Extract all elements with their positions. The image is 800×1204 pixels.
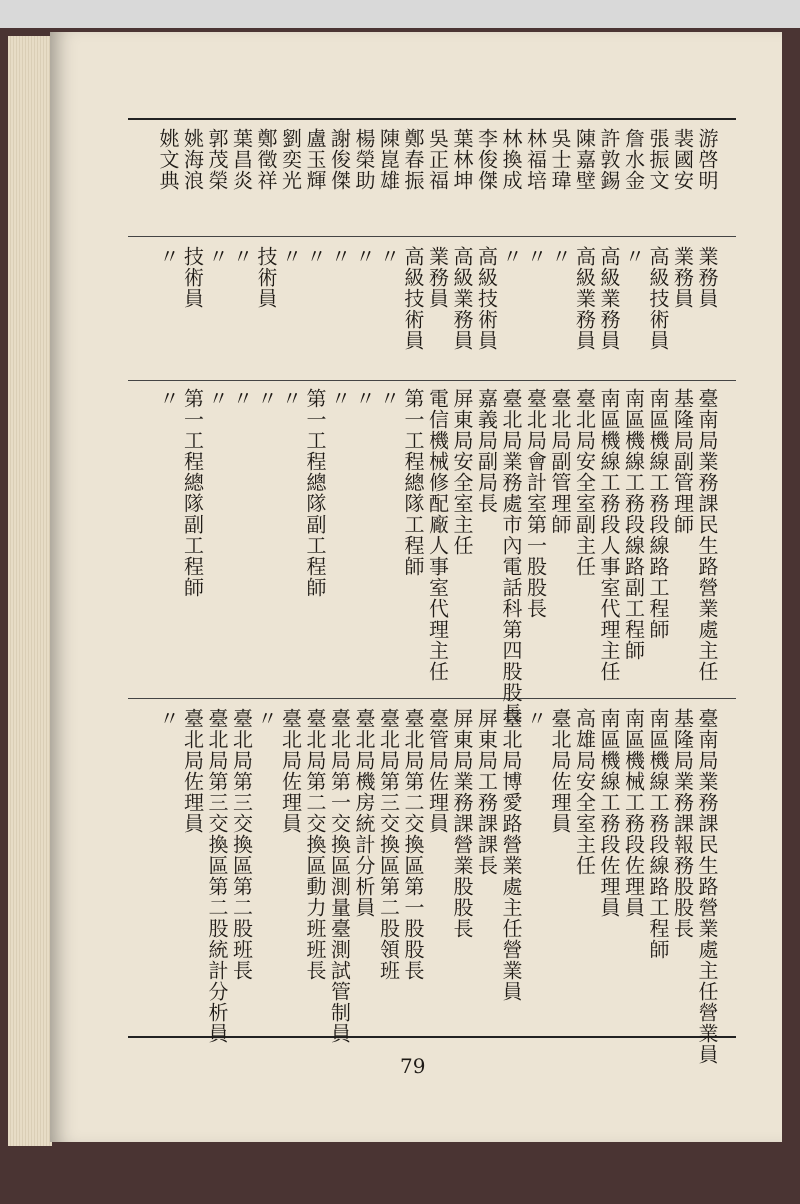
title-cell: 〃 — [303, 246, 327, 267]
prior-position-cell: 南區機線工務段線路工程師 — [646, 388, 670, 640]
title-cell: 業務員 — [670, 246, 695, 309]
name-cell: 林福培 — [523, 128, 548, 191]
new-position-cell: 臺管局佐理員 — [425, 708, 450, 834]
new-position-cell: 臺北局第二交換區動力班班長 — [303, 708, 327, 981]
prior-position-cell: 嘉義局副局長 — [474, 388, 499, 514]
title-cell: 高級業務員 — [450, 246, 474, 351]
title-cell: 技術員 — [180, 246, 205, 309]
prior-position-cell: 臺北局業務處市內電話科第四股股長 — [499, 388, 523, 724]
divider-prior-new — [128, 698, 736, 699]
prior-position-cell: 臺北局安全室副主任 — [572, 388, 597, 577]
name-cell: 劉奕光 — [278, 128, 303, 191]
name-cell: 詹水金 — [621, 128, 646, 191]
name-cell: 李俊傑 — [474, 128, 499, 191]
new-position-cell: 臺北局佐理員 — [180, 708, 205, 834]
prior-position-cell: 〃 — [156, 388, 180, 409]
prior-position-cell: 基隆局副管理師 — [670, 388, 695, 535]
prior-position-cell: 電信機械修配廠人事室代理主任 — [425, 388, 450, 682]
name-cell: 鄭徵祥 — [254, 128, 278, 191]
name-cell: 林換成 — [499, 128, 523, 191]
prior-position-cell: 第一工程總隊工程師 — [401, 388, 425, 577]
table-top-rule — [128, 118, 736, 120]
name-cell: 葉林坤 — [450, 128, 474, 191]
new-position-cell: 臺北局第二交換區第一股股長 — [401, 708, 425, 981]
name-cell: 郭茂榮 — [205, 128, 229, 191]
title-cell: 〃 — [352, 246, 376, 267]
new-position-cell: 臺北局第三交換區第二股班長 — [229, 708, 254, 981]
title-cell: 〃 — [229, 246, 254, 267]
title-cell: 〃 — [523, 246, 548, 267]
prior-position-cell: 〃 — [229, 388, 254, 409]
title-cell: 高級技術員 — [401, 246, 425, 351]
new-position-cell: 南區機線工務段線路工程師 — [646, 708, 670, 960]
prior-position-cell: 臺北局會計室第一股股長 — [523, 388, 548, 619]
prior-position-cell: 〃 — [205, 388, 229, 409]
new-position-cell: 〃 — [523, 708, 548, 729]
name-cell: 吳正福 — [425, 128, 450, 191]
name-cell: 楊榮助 — [352, 128, 376, 191]
new-position-cell: 臺南局業務課民生路營業處主任營業員 — [695, 708, 719, 1065]
name-cell: 姚海浪 — [180, 128, 205, 191]
prior-position-cell: 南區機線工務段人事室代理主任 — [597, 388, 621, 682]
title-cell: 高級技術員 — [646, 246, 670, 351]
new-position-cell: 臺北局佐理員 — [278, 708, 303, 834]
name-cell: 裴國安 — [670, 128, 695, 191]
title-cell: 技術員 — [254, 246, 278, 309]
name-cell: 盧玉輝 — [303, 128, 327, 191]
title-cell: 〃 — [327, 246, 352, 267]
name-cell: 吳士瑋 — [548, 128, 572, 191]
new-position-cell: 南區機線工務段佐理員 — [597, 708, 621, 918]
title-cell: 高級技術員 — [474, 246, 499, 351]
prior-position-cell: 第一工程總隊副工程師 — [180, 388, 205, 598]
title-cell: 〃 — [376, 246, 401, 267]
prior-position-cell: 〃 — [352, 388, 376, 409]
title-cell: 〃 — [205, 246, 229, 267]
prior-position-cell: 屏東局安全室主任 — [450, 388, 474, 556]
name-cell: 謝俊傑 — [327, 128, 352, 191]
name-cell: 葉昌炎 — [229, 128, 254, 191]
name-cell: 鄭春振 — [401, 128, 425, 191]
name-cell: 陳崑雄 — [376, 128, 401, 191]
page-edges — [8, 36, 52, 1146]
title-cell: 〃 — [621, 246, 646, 267]
new-position-cell: 臺北局第一交換區測量臺測試管制員 — [327, 708, 352, 1044]
title-cell: 〃 — [156, 246, 180, 267]
title-cell: 業務員 — [695, 246, 719, 309]
title-cell: 〃 — [278, 246, 303, 267]
name-cell: 張振文 — [646, 128, 670, 191]
new-position-cell: 屏東局工務課課長 — [474, 708, 499, 876]
prior-position-cell: 南區機線工務段線路副工程師 — [621, 388, 646, 661]
prior-position-cell: 〃 — [278, 388, 303, 409]
new-position-cell: 〃 — [156, 708, 180, 729]
new-position-cell: 臺北局佐理員 — [548, 708, 572, 834]
name-cell: 姚文典 — [156, 128, 180, 191]
divider-names-titles — [128, 236, 736, 237]
prior-position-cell: 臺南局業務課民生路營業處主任 — [695, 388, 719, 682]
new-position-cell: 臺北局機房統計分析員 — [352, 708, 376, 918]
page-number: 79 — [400, 1054, 426, 1078]
name-cell: 游啓明 — [695, 128, 719, 191]
new-position-cell: 臺北局第三交換區第二股領班 — [376, 708, 401, 981]
divider-titles-prior — [128, 380, 736, 381]
new-position-cell: 臺北局博愛路營業處主任營業員 — [499, 708, 523, 1002]
prior-position-cell: 臺北局副管理師 — [548, 388, 572, 535]
prior-position-cell: 〃 — [254, 388, 278, 409]
title-cell: 〃 — [499, 246, 523, 267]
new-position-cell: 屏東局業務課營業股股長 — [450, 708, 474, 939]
prior-position-cell: 〃 — [376, 388, 401, 409]
new-position-cell: 〃 — [254, 708, 278, 729]
new-position-cell: 高雄局安全室主任 — [572, 708, 597, 876]
title-cell: 高級業務員 — [597, 246, 621, 351]
title-cell: 高級業務員 — [572, 246, 597, 351]
new-position-cell: 基隆局業務課報務股股長 — [670, 708, 695, 939]
prior-position-cell: 〃 — [327, 388, 352, 409]
title-cell: 〃 — [548, 246, 572, 267]
title-cell: 業務員 — [425, 246, 450, 309]
new-position-cell: 南區機械工務段佐理員 — [621, 708, 646, 918]
name-cell: 陳嘉壁 — [572, 128, 597, 191]
prior-position-cell: 第一工程總隊副工程師 — [303, 388, 327, 598]
name-cell: 許敦錫 — [597, 128, 621, 191]
new-position-cell: 臺北局第三交換區第二股統計分析員 — [205, 708, 229, 1044]
